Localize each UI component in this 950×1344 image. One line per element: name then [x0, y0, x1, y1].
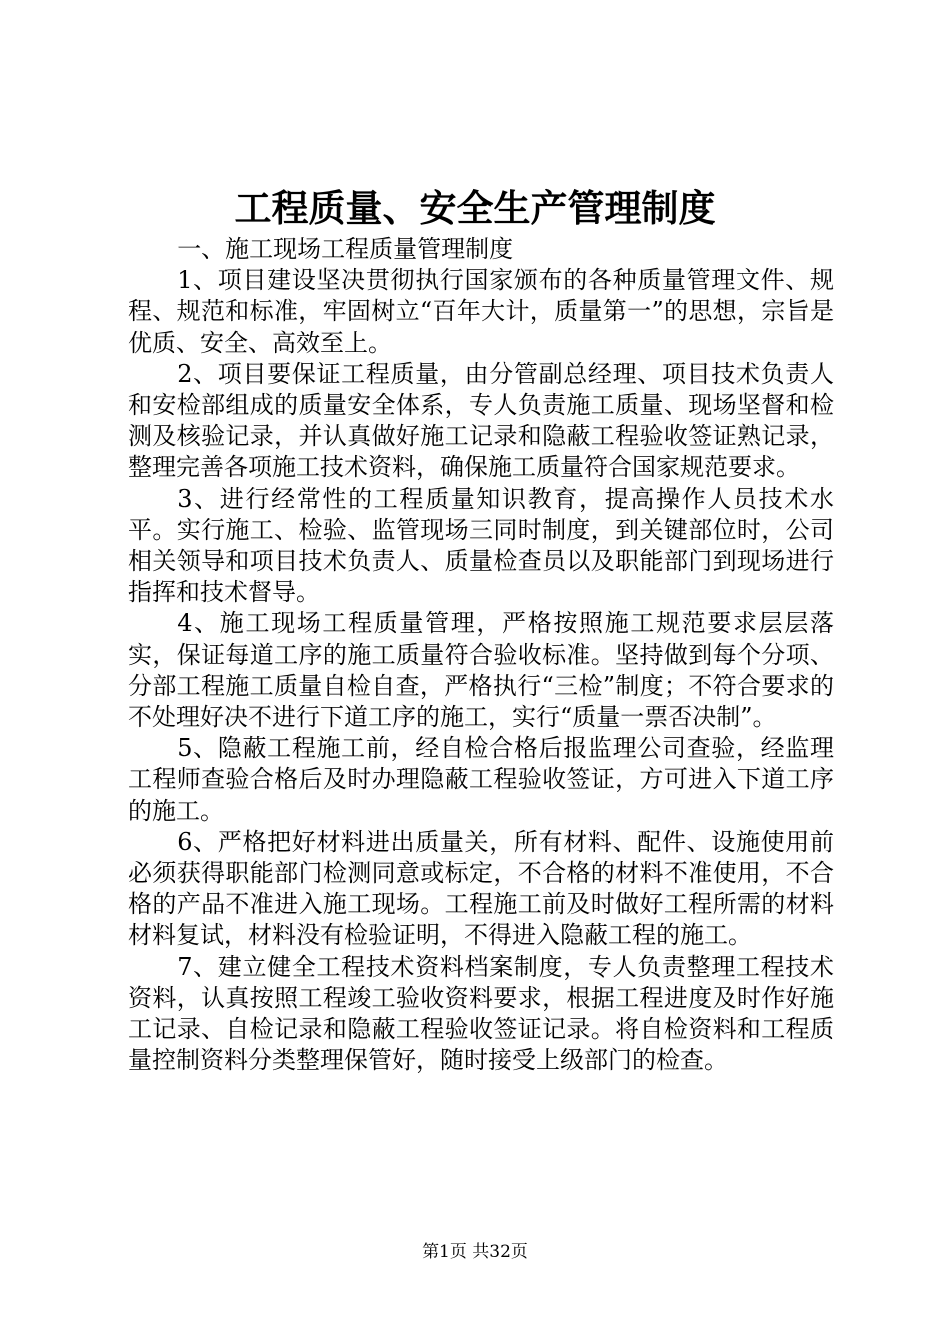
paragraph-1: 1、项目建设坚决贯彻执行国家颁布的各种质量管理文件、规程、规范和标准，牢固树立“百年大计，质量第一”的思想，宗旨是优质、安全、高效至上。: [128, 266, 834, 357]
paragraph-6: 6、严格把好材料进出质量关，所有材料、配件、设施使用前必须获得职能部门检测同意或标定，不合格的材料不准使用，不合格的产品不准进入施工现场。工程施工前及时做好工程所需的材料材料复试，材料没有检验证明，不得进入隐蔽工程的施工。: [128, 827, 834, 950]
paragraph-4: 4、施工现场工程质量管理，严格按照施工规范要求层层落实，保证每道工序的施工质量符合验收标准。坚持做到每个分项、分部工程施工质量自检自查，严格执行“三检”制度；不符合要求的不处理好决不进行下道工序的施工，实行“质量一票否决制”。: [128, 609, 834, 732]
paragraph-5: 5、隐蔽工程施工前，经自检合格后报监理公司查验，经监理工程师查验合格后及时办理隐蔽工程验收签证，方可进入下道工序的施工。: [128, 734, 834, 825]
paragraph-3: 3、进行经常性的工程质量知识教育，提高操作人员技术水平。实行施工、检验、监管现场三同时制度，到关键部位时，公司相关领导和项目技术负责人、质量检查员以及职能部门到现场进行指挥和技术督导。: [128, 484, 834, 607]
page-footer: 第1页 共32页: [422, 1242, 528, 1262]
document-body: [128, 234, 834, 1076]
paragraph-2: 2、项目要保证工程质量，由分管副总经理、项目技术负责人和安检部组成的质量安全体系，专人负责施工质量、现场坚督和检测及核验记录，并认真做好施工记录和隐蔽工程验收签证熟记录，整理完善各项施工技术资料，确保施工质量符合国家规范要求。: [128, 359, 834, 482]
paragraph-7: 7、建立健全工程技术资料档案制度，专人负责整理工程技术资料，认真按照工程竣工验收资料要求，根据工程进度及时作好施工记录、自检记录和隐蔽工程验收签证记录。将自检资料和工程质量控制资料分类整理保管好，随时接受上级部门的检查。: [128, 952, 834, 1075]
section-heading: 一、施工现场工程质量管理制度: [177, 235, 514, 263]
document-title: 工程质量、安全生产管理制度: [234, 186, 716, 230]
